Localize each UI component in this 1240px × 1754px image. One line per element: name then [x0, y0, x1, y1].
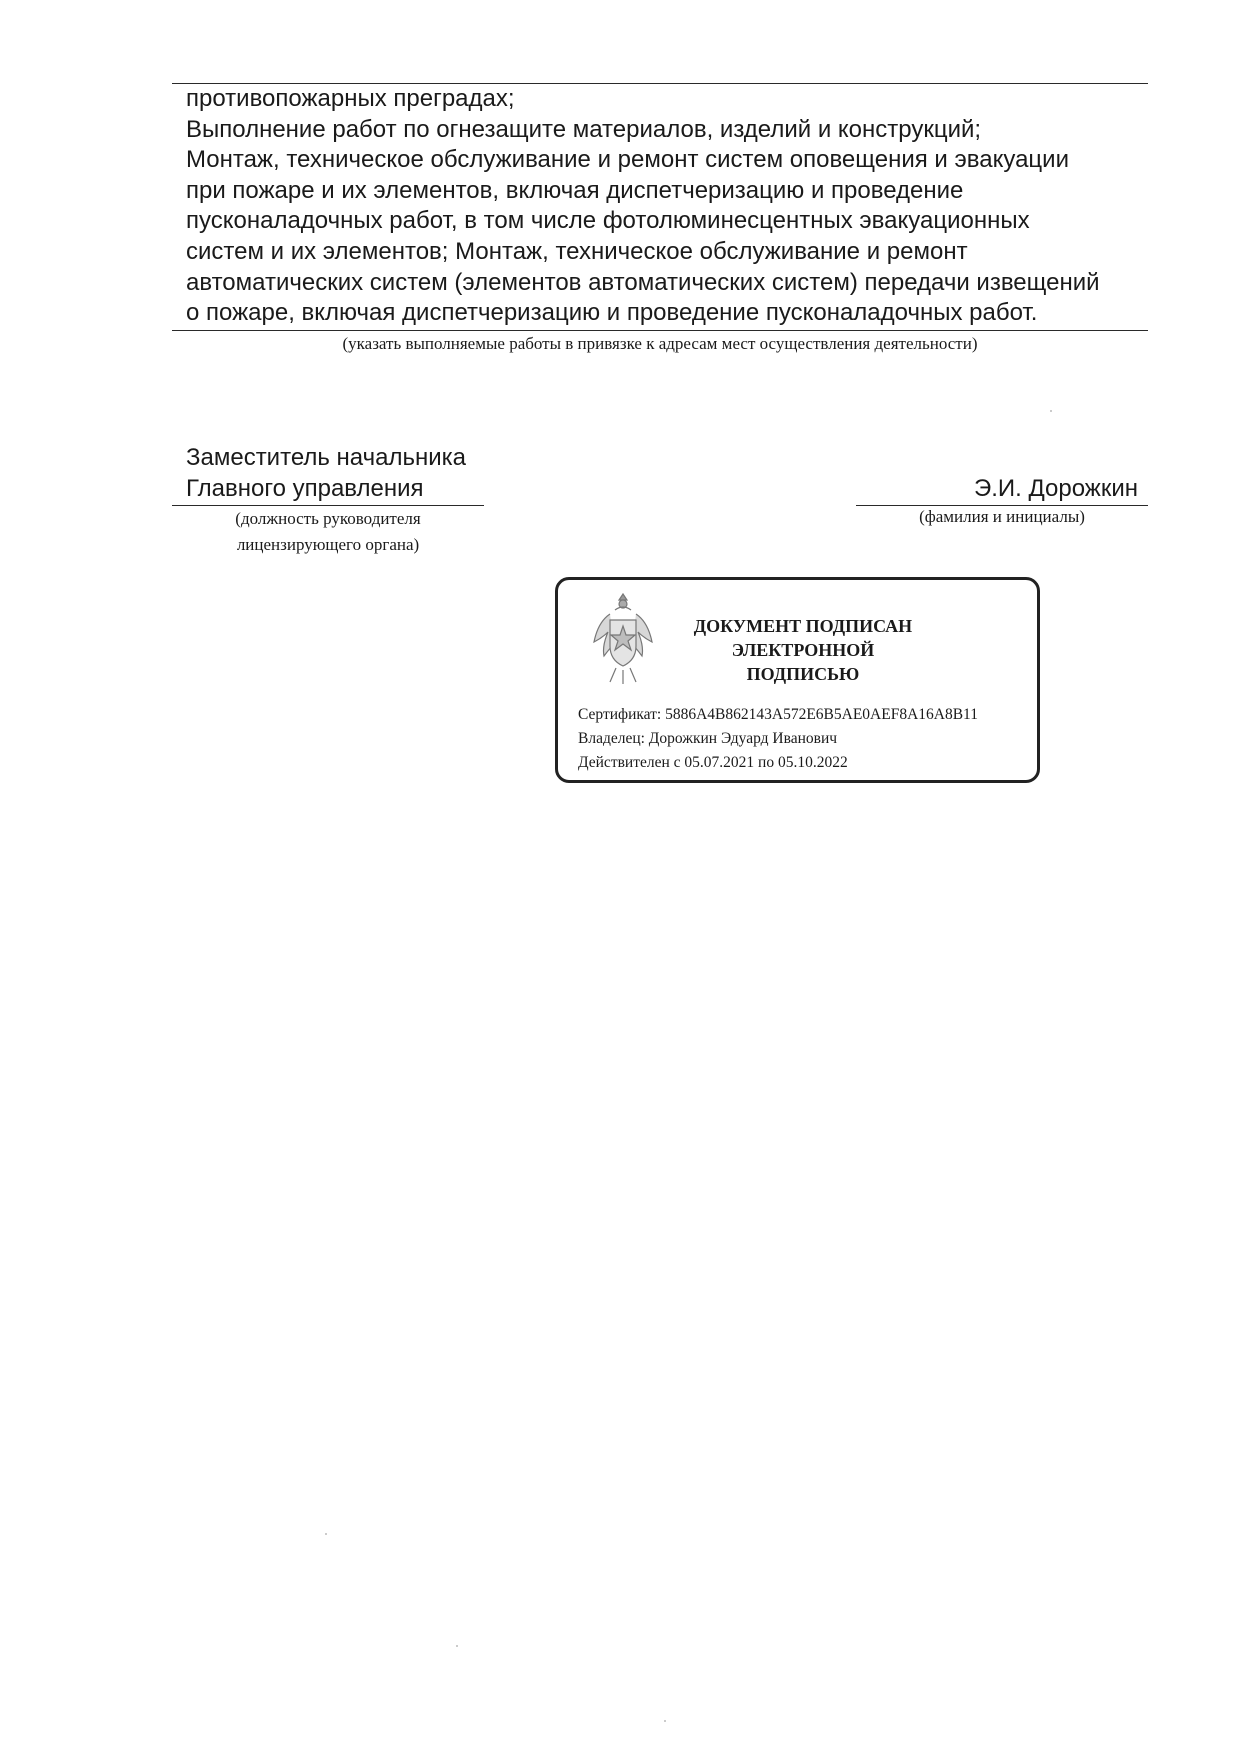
works-line: систем и их элементов; Монтаж, техническое обслуживание и ремонт — [186, 237, 968, 265]
stamp-title — [678, 614, 928, 686]
works-line: о пожаре, включая диспетчеризацию и проведение пусконаладочных работ. — [186, 299, 1038, 327]
emchs-emblem-icon — [588, 590, 658, 688]
works-line: пусконаладочных работ, в том числе фотолюминесцентных эвакуационных — [186, 207, 1030, 235]
position-title-line1: Заместитель начальника — [186, 444, 467, 471]
scan-speck — [325, 1533, 327, 1535]
works-line: автоматических систем (элементов автоматических систем) передачи извещений — [186, 268, 1100, 296]
works-caption: (указать выполняемые работы в привязке к адресам мест осуществления деятельности) — [342, 334, 978, 353]
stamp-title-line1: ДОКУМЕНТ ПОДПИСАН — [693, 616, 913, 636]
works-line: Выполнение работ по огнезащите материалов, изделий и конструкций; — [186, 115, 982, 143]
stamp-details — [578, 703, 978, 775]
certificate-number: Сертификат: 5886A4B862143A572E6B5AE0AEF8A16A8B11 — [578, 706, 978, 723]
name-underline — [856, 505, 1148, 506]
position-caption-line2: лицензирующего органа) — [236, 535, 420, 554]
signatory-name: Э.И. Дорожкин — [973, 475, 1138, 502]
position-caption — [172, 506, 484, 558]
stamp-title-line2: ЭЛЕКТРОННОЙ ПОДПИСЬЮ — [731, 640, 875, 684]
position-title-line2: Главного управления — [186, 475, 424, 502]
position-caption-line1: (должность руководителя — [235, 509, 421, 528]
name-caption: (фамилия и инициалы) — [919, 507, 1085, 526]
works-underline — [172, 330, 1148, 331]
scan-speck — [456, 1645, 458, 1647]
certificate-validity: Действителен с 05.07.2021 по 05.10.2022 — [578, 754, 848, 771]
works-line: Монтаж, техническое обслуживание и ремонт систем оповещения и эвакуации — [186, 146, 1069, 174]
licensed-works-text — [186, 84, 1146, 329]
e-signature-stamp — [555, 577, 1040, 783]
works-line: противопожарных преградах; — [186, 85, 515, 112]
works-line: при пожаре и их элементов, включая диспетчеризацию и проведение — [186, 176, 964, 204]
scan-speck — [1050, 410, 1052, 412]
scan-speck — [664, 1720, 666, 1722]
certificate-owner: Владелец: Дорожкин Эдуард Иванович — [578, 730, 838, 747]
